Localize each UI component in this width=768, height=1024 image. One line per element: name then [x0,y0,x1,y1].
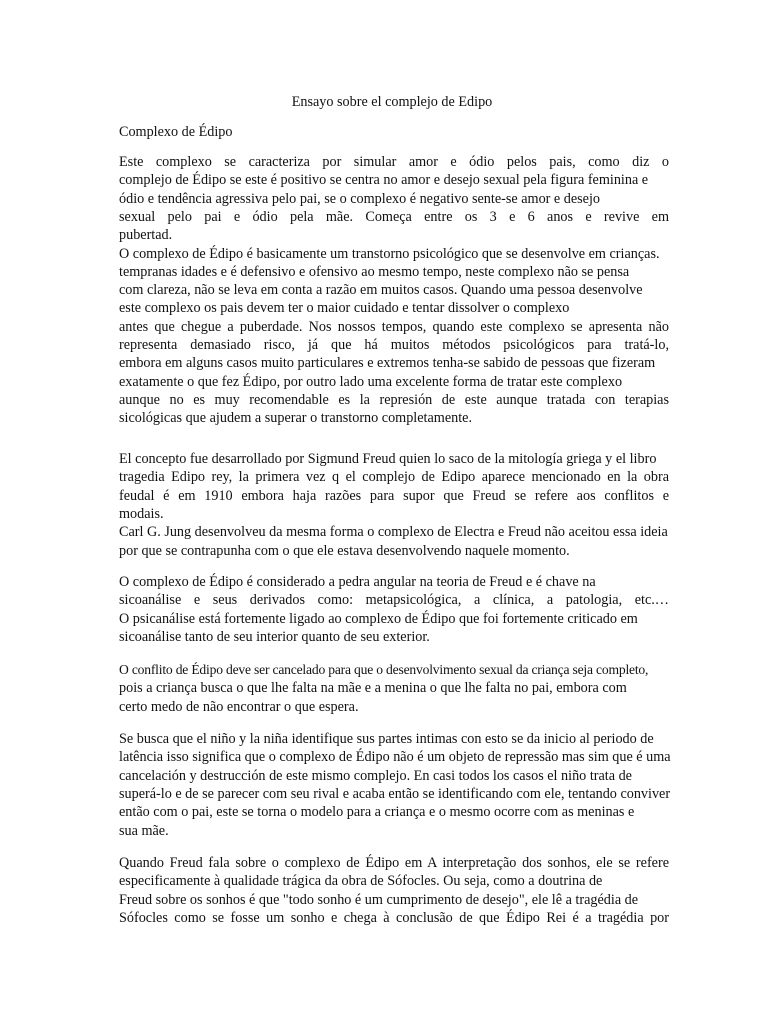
paragraph-line: cancelación y destrucción de este mismo complejo. En casi todos los casos el niño trata de [119,767,632,784]
paragraph-line: pois a criança busca o que lhe falta na mãe e a menina o que lhe falta no pai, embora com [119,680,627,697]
paragraph-line: sexual pelo pai e ódio pela mãe. Começa entre os 3 e 6 anos e revive em [119,208,669,225]
paragraph-line: O conflito de Édipo deve ser cancelado para que o desenvolvimento sexual da criança seja completo, [119,662,649,677]
paragraph-line: El concepto fue desarrollado por Sigmund Freud quien lo saco de la mitología griega y el libro [119,451,657,467]
paragraph-line: sua mãe. [119,822,169,839]
paragraph-line: O psicanálise está fortemente ligado ao complexo de Édipo que foi fortemente criticado em [119,610,638,627]
paragraph-line: aunque no es muy recomendable es la represión de este aunque tratada con terapias [119,391,669,408]
section-heading: Complexo de Édipo [119,124,233,140]
paragraph-line: representa demasiado risco, já que há muitos métodos psicológicos para tratá-lo, [119,337,669,353]
paragraph-line: Sófocles como se fosse um sonho e chega à conclusão de que Édipo Rei é a tragédia por [119,909,669,926]
paragraph-line: embora em alguns casos muito particulares e extremos tenha-se sabido de pessoas que fizeram [119,355,656,372]
paragraph-line: feudal é em 1910 embora haja razões para supor que Freud se refere aos conflitos e [119,487,669,504]
paragraph-line: superá-lo e de se parecer com seu rival e acaba então se identificando com ele, tentando conviver [119,785,671,802]
paragraph-line: especificamente à qualidade trágica da obra de Sófocles. Ou seja, como a doutrina de [119,873,603,890]
paragraph-line: sicológicas que ajudem a superar o transtorno completamente. [119,410,472,427]
paragraph-line: por que se contrapunha com o que ele estava desenvolvendo naquele momento. [119,542,570,559]
paragraph-line: O complexo de Édipo é basicamente um transtorno psicológico que se desenvolve em crianças. [119,245,660,262]
paragraph-line: Freud sobre os sonhos é que "todo sonho é um cumprimento de desejo", ele lê a tragédia de [119,891,639,908]
paragraph-line: antes que chegue a puberdade. Nos nossos tempos, quando este complexo se apresenta não [119,318,669,335]
paragraph-line: modais. [119,505,164,522]
paragraph-line: certo medo de não encontrar o que espera. [119,698,359,715]
paragraph-line: tempranas idades e é defensivo e ofensivo ao mesmo tempo, neste complexo não se pensa [119,263,630,280]
paragraph-line: pubertad. [119,227,173,244]
paragraph-line: com clareza, não se leva em conta a razão em muitos casos. Quando uma pessoa desenvolve [119,282,643,299]
paragraph-line: este complexo os pais devem ter o maior cuidado e tentar dissolver o complexo [119,300,570,317]
paragraph-line: então com o pai, este se torna o modelo para a criança e o mesmo ocorre com as meninas e [119,804,635,821]
paragraph-line: sicoanálise tanto de seu interior quanto de seu exterior. [119,628,430,645]
paragraph-line: O complexo de Édipo é considerado a pedra angular na teoria de Freud e é chave na [119,574,596,590]
paragraph-line: Carl G. Jung desenvolveu da mesma forma o complexo de Electra e Freud não aceitou essa ideia [119,524,668,541]
paragraph-line: Se busca que el niño y la niña identifique sus partes intimas con esto se da inicio al periodo de [119,731,654,747]
paragraph-line: tragedia Edipo rey, la primera vez q el complejo de Edipo aparece mencionado en la obra [119,469,669,486]
paragraph-line: ódio e tendência agressiva pelo pai, se o complexo é negativo sente-se amor e desejo [119,190,601,207]
paragraph-line: sicoanálise e seus derivados como: metapsicológica, a clínica, a patologia, etc.… [119,592,669,609]
paragraph-line: exatamente o que fez Édipo, por outro lado uma excelente forma de tratar este complexo [119,373,623,390]
paragraph-line: Quando Freud fala sobre o complexo de Édipo em A interpretação dos sonhos, ele se refere [119,855,669,871]
paragraph-line: complejo de Édipo se este é positivo se centra no amor e desejo sexual pela figura feminina e [119,172,649,189]
paragraph-line: Este complexo se caracteriza por simular amor e ódio pelos pais, como diz o [119,154,669,170]
paragraph-line: latência isso significa que o complexo de Édipo não é um objeto de repressão mas sim que é uma [119,749,671,766]
document-title: Ensayo sobre el complejo de Edipo [291,94,493,110]
